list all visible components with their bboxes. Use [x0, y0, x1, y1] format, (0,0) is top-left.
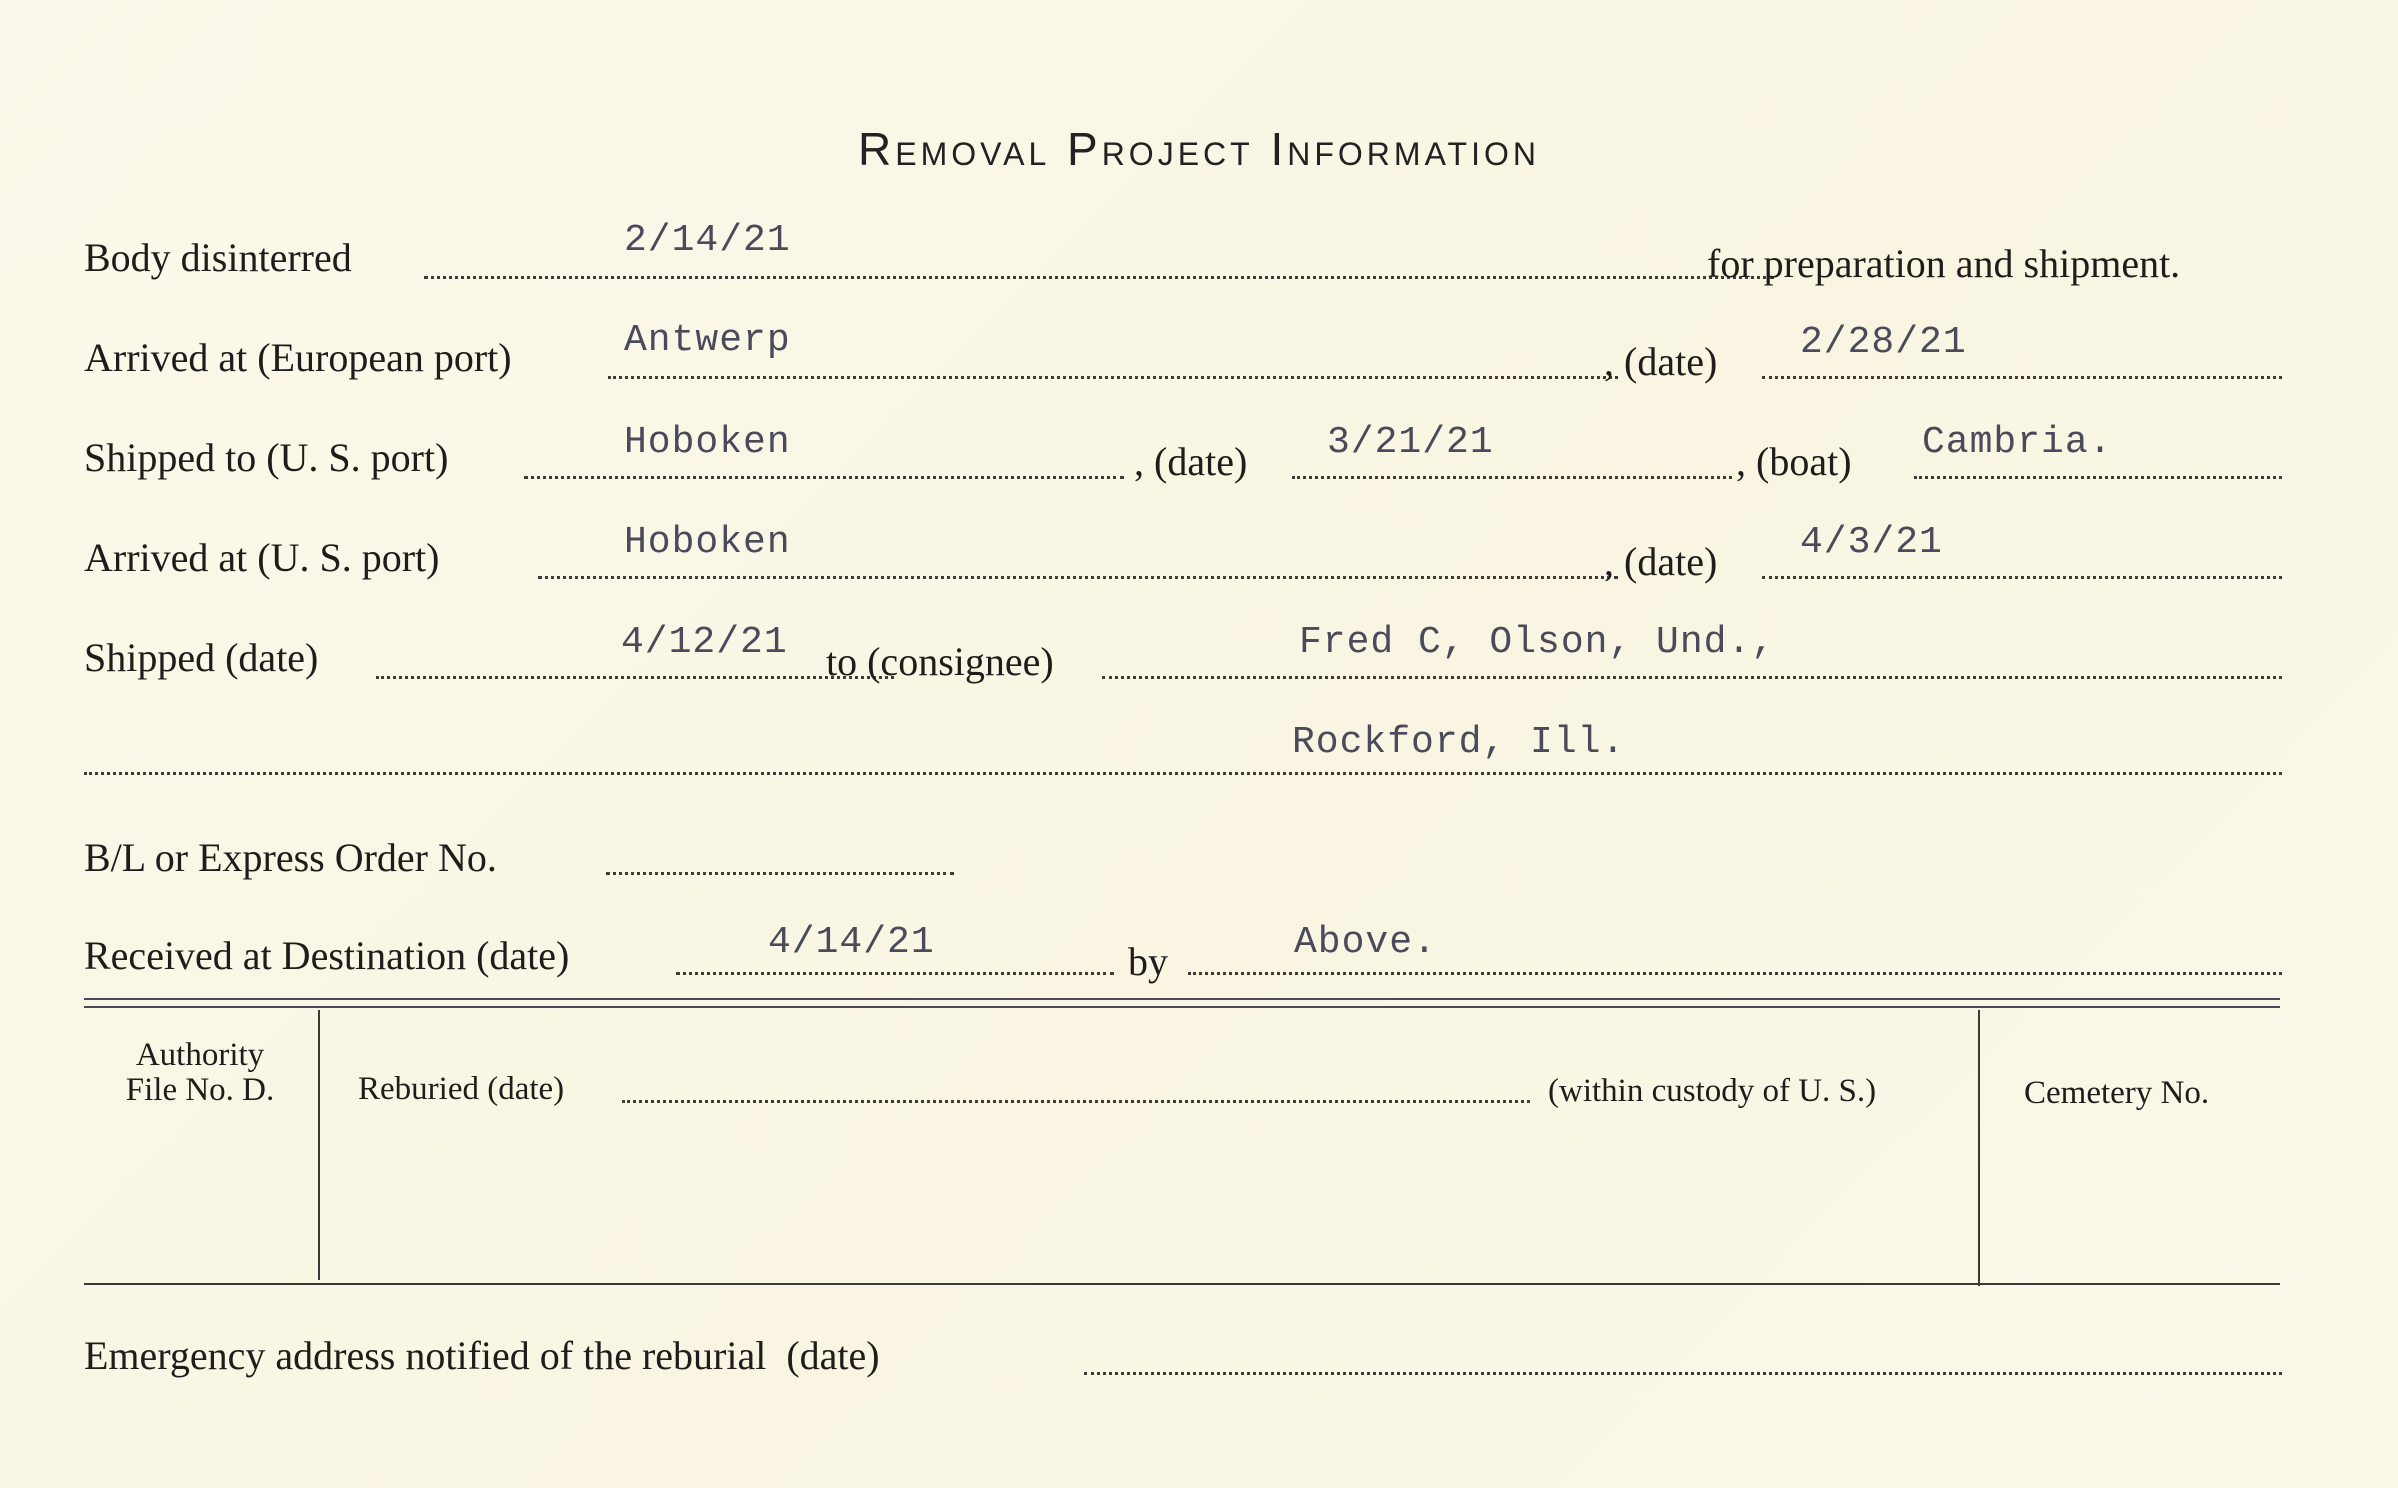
- arrived-us-date: 4/3/21: [1800, 521, 1943, 564]
- consignee-line: [1102, 676, 2282, 679]
- shipped-us-port-line: [524, 476, 1124, 479]
- row-shipped: [84, 621, 2284, 698]
- row-emergency: [84, 1333, 2284, 1396]
- box-divider-right: [1978, 1010, 1980, 1286]
- double-rule-top: [84, 998, 2280, 1000]
- form-title: Removal Project Information: [858, 123, 1540, 175]
- row-consignee-continued: [84, 721, 2284, 798]
- custody-label: (within custody of U. S.): [1548, 1073, 1877, 1109]
- arrived-european-label: Arrived at (European port): [84, 335, 512, 380]
- bl-order-line: [606, 872, 954, 875]
- shipped-date-value: 4/12/21: [621, 621, 788, 664]
- received-by-line: [1188, 972, 2282, 975]
- shipped-us-port: Hoboken: [624, 421, 791, 464]
- received-label: Received at Destination (date): [84, 933, 570, 978]
- body-disinterred-value: 2/14/21: [624, 219, 791, 262]
- arrived-european-date: 2/28/21: [1800, 321, 1967, 364]
- shipped-us-date-label: , (date): [1134, 439, 1248, 484]
- received-by: Above.: [1294, 921, 1437, 964]
- body-disinterred-label: Body disinterred: [84, 235, 352, 280]
- shipped-us-label: Shipped to (U. S. port): [84, 435, 449, 480]
- body-disinterred-suffix: for preparation and shipment.: [1707, 241, 2181, 286]
- arrived-us-label: Arrived at (U. S. port): [84, 535, 440, 580]
- received-date-line: [676, 972, 1114, 975]
- authority-label: [100, 1038, 300, 1107]
- shipped-us-boat-label: , (boat): [1736, 439, 1852, 484]
- shipped-us-boat-line: [1914, 476, 2282, 479]
- row-arrived-european: [84, 319, 2284, 398]
- emergency-line: [1084, 1372, 2282, 1375]
- reburied-line: [622, 1100, 1530, 1103]
- authority-line2: File No. D.: [125, 1071, 275, 1108]
- double-rule-bottom: [84, 1006, 2280, 1008]
- consignee-line2: Rockford, Ill.: [1292, 721, 1626, 764]
- shipped-us-boat: Cambria.: [1922, 421, 2113, 464]
- consignee-continuation-line: [84, 772, 2282, 775]
- arrived-european-date-label: , (date): [1604, 339, 1718, 384]
- arrived-us-port-line: [538, 576, 1618, 579]
- row-bl-order: [84, 835, 2284, 898]
- box-bottom-rule: [84, 1283, 2280, 1285]
- shipped-us-date: 3/21/21: [1327, 421, 1494, 464]
- arrived-us-port: Hoboken: [624, 521, 791, 564]
- bl-order-label: B/L or Express Order No.: [84, 835, 497, 880]
- received-date: 4/14/21: [768, 921, 935, 964]
- arrived-us-date-label: , (date): [1604, 539, 1718, 584]
- consignee-label: to (consignee): [826, 639, 1054, 684]
- consignee-line1: Fred C, Olson, Und.,: [1299, 621, 1776, 664]
- row-arrived-us: [84, 521, 2284, 598]
- row-received: [84, 921, 2284, 996]
- shipped-date-label: Shipped (date): [84, 635, 319, 680]
- row-shipped-us: [84, 421, 2284, 498]
- emergency-label: Emergency address notified of the reburial (date): [84, 1333, 880, 1378]
- arrived-european-port: Antwerp: [624, 319, 791, 362]
- shipped-us-date-line: [1292, 476, 1732, 479]
- row-body-disinterred: [84, 219, 2284, 298]
- received-by-label: by: [1128, 939, 1168, 984]
- arrived-us-date-line: [1762, 576, 2282, 579]
- reburied-label: Reburied (date): [358, 1071, 565, 1107]
- cemetery-label: Cemetery No.: [2024, 1075, 2210, 1111]
- authority-line1: Authority: [135, 1037, 265, 1073]
- box-divider-left: [318, 1010, 320, 1280]
- arrived-european-date-line: [1762, 376, 2282, 379]
- arrived-european-port-line: [608, 376, 1618, 379]
- body-disinterred-line: [424, 276, 1774, 279]
- shipped-date-line: [376, 676, 894, 679]
